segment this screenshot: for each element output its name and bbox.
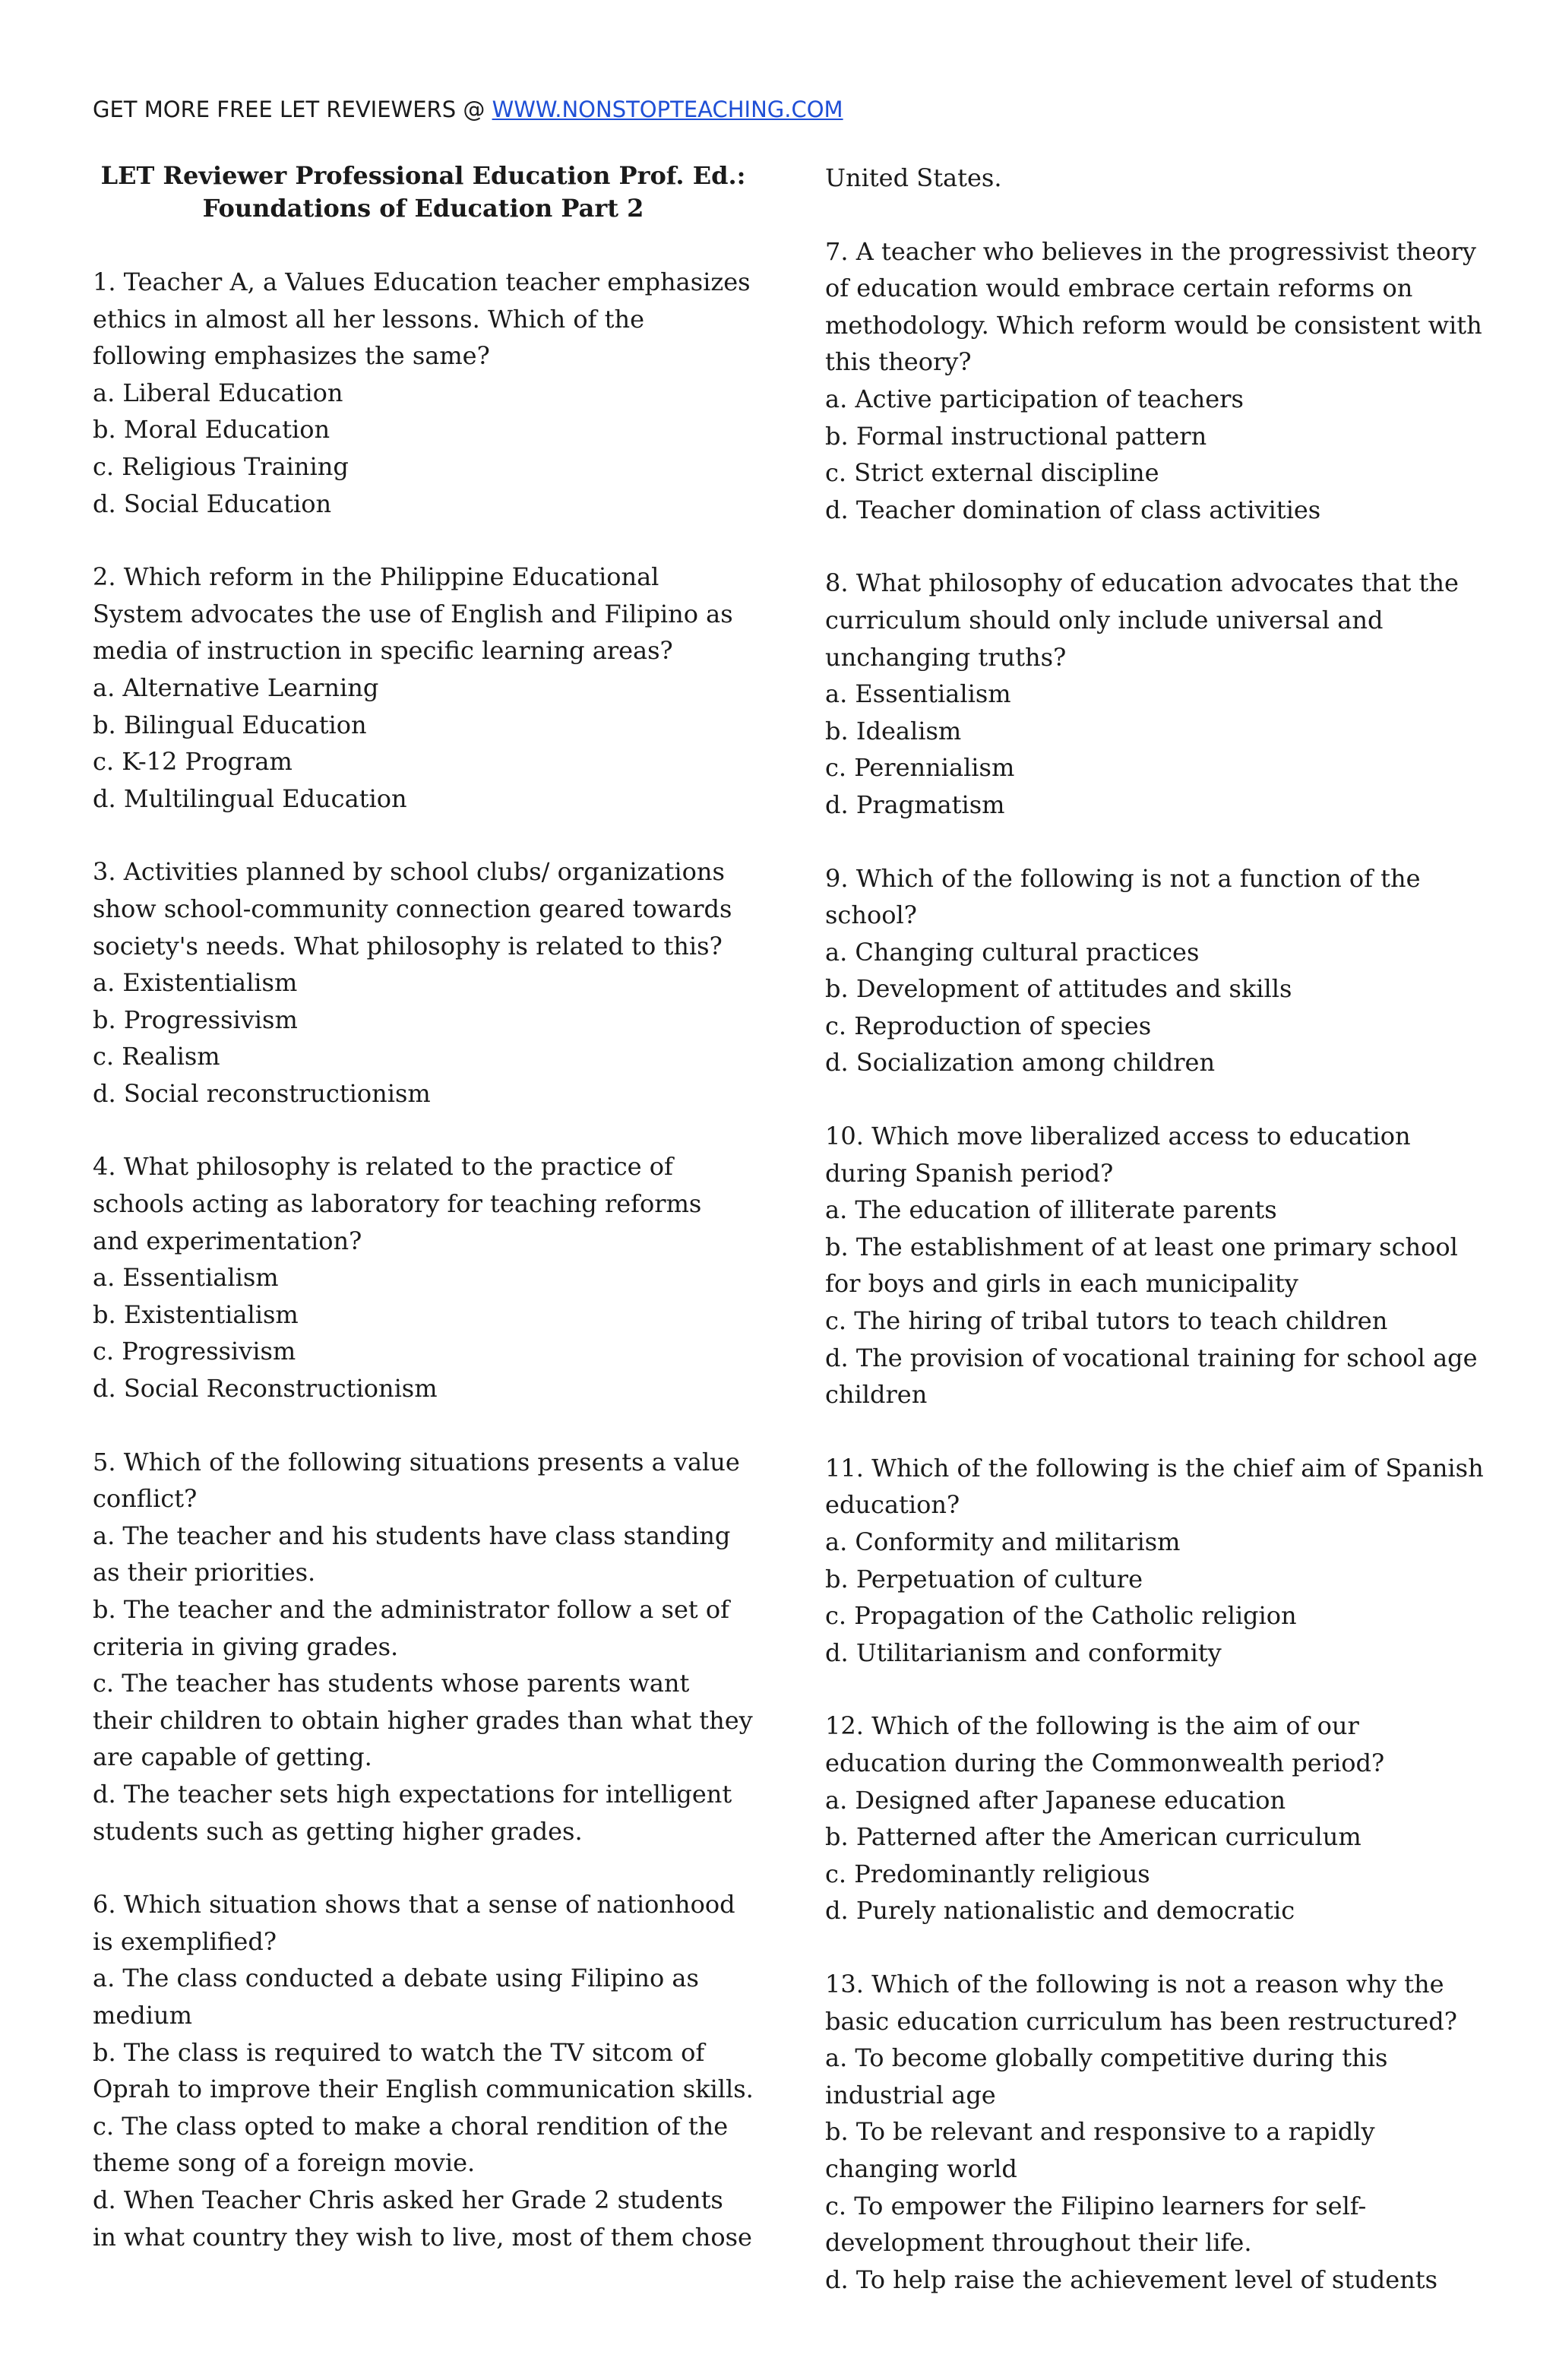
- option-a: a. Changing cultural practices: [825, 937, 1200, 967]
- question-stem: 11. Which of the following is the chief aim of Spanish education?: [825, 1453, 1484, 1520]
- option-c: c. The class opted to make a choral rendition of the theme song of a foreign movie.: [93, 2111, 729, 2178]
- option-a: a. The teacher and his students have class standing as their priorities.: [93, 1521, 731, 1587]
- option-c: c. Religious Training: [93, 451, 349, 481]
- header-banner: [93, 94, 843, 125]
- question-stem: 8. What philosophy of education advocates that the curriculum should only include universal and unchanging truths?: [825, 568, 1459, 672]
- option-b: b. Perpetuation of culture: [825, 1564, 1143, 1594]
- option-a: a. To become globally competitive during this industrial age: [825, 2043, 1388, 2109]
- option-d: d. Utilitarianism and conformity: [825, 1638, 1222, 1667]
- question-stem: 1. Teacher A, a Values Education teacher emphasizes ethics in almost all her lessons. Which of the following emphasizes the same?: [93, 267, 751, 371]
- option-b: b. Development of attitudes and skills: [825, 974, 1292, 1004]
- option-b: b. Existentialism: [93, 1299, 299, 1329]
- question-9: [825, 860, 1486, 1082]
- option-a: a. Alternative Learning: [93, 673, 379, 702]
- option-a: a. Essentialism: [93, 1263, 279, 1293]
- option-c: c. Progressivism: [93, 1337, 296, 1366]
- question-11: [825, 1450, 1486, 1672]
- title-line-1: LET Reviewer Professional Education Prof. Ed.:: [100, 161, 746, 190]
- question-stem: 7. A teacher who believes in the progressivist theory of education would embrace certain reforms on methodology. Which reform would be consistent with this theory?: [825, 236, 1482, 377]
- question-4: [93, 1148, 754, 1407]
- right-column: [825, 160, 1486, 2334]
- option-c: c. K-12 Program: [93, 747, 293, 777]
- option-a: a. Essentialism: [825, 679, 1011, 709]
- option-b: b. The teacher and the administrator follow a set of criteria in giving grades.: [93, 1595, 730, 1661]
- question-10: [825, 1118, 1486, 1413]
- option-b: b. The class is required to watch the TV sitcom of Oprah to improve their English communication skills.: [93, 2037, 754, 2104]
- option-b: b. Bilingual Education: [93, 710, 367, 739]
- option-a: a. Active participation of teachers: [825, 384, 1244, 413]
- option-d: d. When Teacher Chris asked her Grade 2 students in what country they wish to live, most of them chose: [93, 2185, 752, 2252]
- question-stem: 4. What philosophy is related to the practice of schools acting as laboratory for teaching reforms and experimentation?: [93, 1152, 702, 1255]
- question-13: [825, 1966, 1486, 2298]
- question-5: [93, 1444, 754, 1850]
- question-stem: 2. Which reform in the Philippine Educational System advocates the use of English and Filipino as media of instruction in specific learning areas?: [93, 562, 733, 666]
- option-c: c. Predominantly religious: [825, 1859, 1150, 1888]
- question-stem: 3. Activities planned by school clubs/ organizations show school-community connection geared towards society's needs. What philosophy is related to this?: [93, 857, 732, 961]
- option-d: d. Teacher domination of class activities: [825, 495, 1321, 524]
- question-2: [93, 559, 754, 817]
- option-a: a. Conformity and militarism: [825, 1527, 1181, 1556]
- option-a: a. Liberal Education: [93, 378, 343, 407]
- option-b: b. The establishment of at least one primary school for boys and girls in each municipality: [825, 1232, 1458, 1299]
- option-c: c. To empower the Filipino learners for self-development throughout their life.: [825, 2191, 1367, 2258]
- question-stem: 5. Which of the following situations presents a value conflict?: [93, 1447, 740, 1514]
- option-b: b. Progressivism: [93, 1005, 298, 1034]
- option-c: c. The teacher has students whose parents want their children to obtain higher grades than what they are capable of getting.: [93, 1669, 753, 1772]
- option-c: c. Perennialism: [825, 753, 1015, 783]
- option-b: b. To be relevant and responsive to a rapidly changing world: [825, 2117, 1375, 2183]
- option-b: b. Moral Education: [93, 415, 330, 445]
- option-b: b. Patterned after the American curriculum: [825, 1822, 1362, 1852]
- option-b: b. Idealism: [825, 716, 962, 745]
- option-a: a. Existentialism: [93, 968, 298, 998]
- option-c: c. Realism: [93, 1042, 220, 1071]
- question-3: [93, 853, 754, 1112]
- question-12: [825, 1707, 1486, 1929]
- left-column: [93, 160, 754, 2292]
- title-line-2: Foundations of Education Part 2: [202, 194, 644, 223]
- page-title: [93, 160, 754, 225]
- question-stem: 10. Which move liberalized access to education during Spanish period?: [825, 1122, 1411, 1188]
- option-a: a. Designed after Japanese education: [825, 1785, 1286, 1815]
- question-6: [93, 1886, 754, 2255]
- option-d: d. Social Reconstructionism: [93, 1374, 438, 1404]
- option-c: c. The hiring of tribal tutors to teach children: [825, 1306, 1388, 1336]
- option-a: a. The education of illiterate parents: [825, 1195, 1277, 1225]
- option-d: d. Socialization among children: [825, 1048, 1216, 1078]
- option-c: c. Propagation of the Catholic religion: [825, 1601, 1297, 1631]
- option-d: d. To help raise the achievement level of students: [825, 2264, 1438, 2294]
- question-1: [93, 264, 754, 522]
- website-link[interactable]: WWW.NONSTOPTEACHING.COM: [492, 97, 843, 122]
- option-d: d. Pragmatism: [825, 790, 1005, 819]
- option-d: d. Social reconstructionism: [93, 1078, 431, 1108]
- question-stem: 13. Which of the following is not a reason why the basic education curriculum has been restructured?: [825, 1969, 1457, 2036]
- option-c: c. Strict external discipline: [825, 458, 1159, 488]
- option-d: d. Multilingual Education: [93, 783, 407, 813]
- question-stem: 9. Which of the following is not a function of the school?: [825, 863, 1421, 930]
- question-8: [825, 565, 1486, 823]
- question-stem: 12. Which of the following is the aim of our education during the Commonwealth period?: [825, 1711, 1385, 1777]
- option-d: d. Social Education: [93, 489, 332, 518]
- option-b: b. Formal instructional pattern: [825, 421, 1207, 451]
- option-d: d. Purely nationalistic and democratic: [825, 1896, 1295, 1926]
- option-a: a. The class conducted a debate using Filipino as medium: [93, 1964, 699, 2030]
- option-d: d. The teacher sets high expectations for intelligent students such as getting higher grades.: [93, 1779, 732, 1846]
- question-stem: 6. Which situation shows that a sense of nationhood is exemplified?: [93, 1890, 735, 1956]
- question-7: [825, 233, 1486, 529]
- option-c: c. Reproduction of species: [825, 1011, 1152, 1040]
- banner-text: GET MORE FREE LET REVIEWERS @: [93, 97, 492, 122]
- option-d: d. The provision of vocational training for school age children: [825, 1343, 1478, 1410]
- question-6-continuation: United States.: [825, 163, 1002, 192]
